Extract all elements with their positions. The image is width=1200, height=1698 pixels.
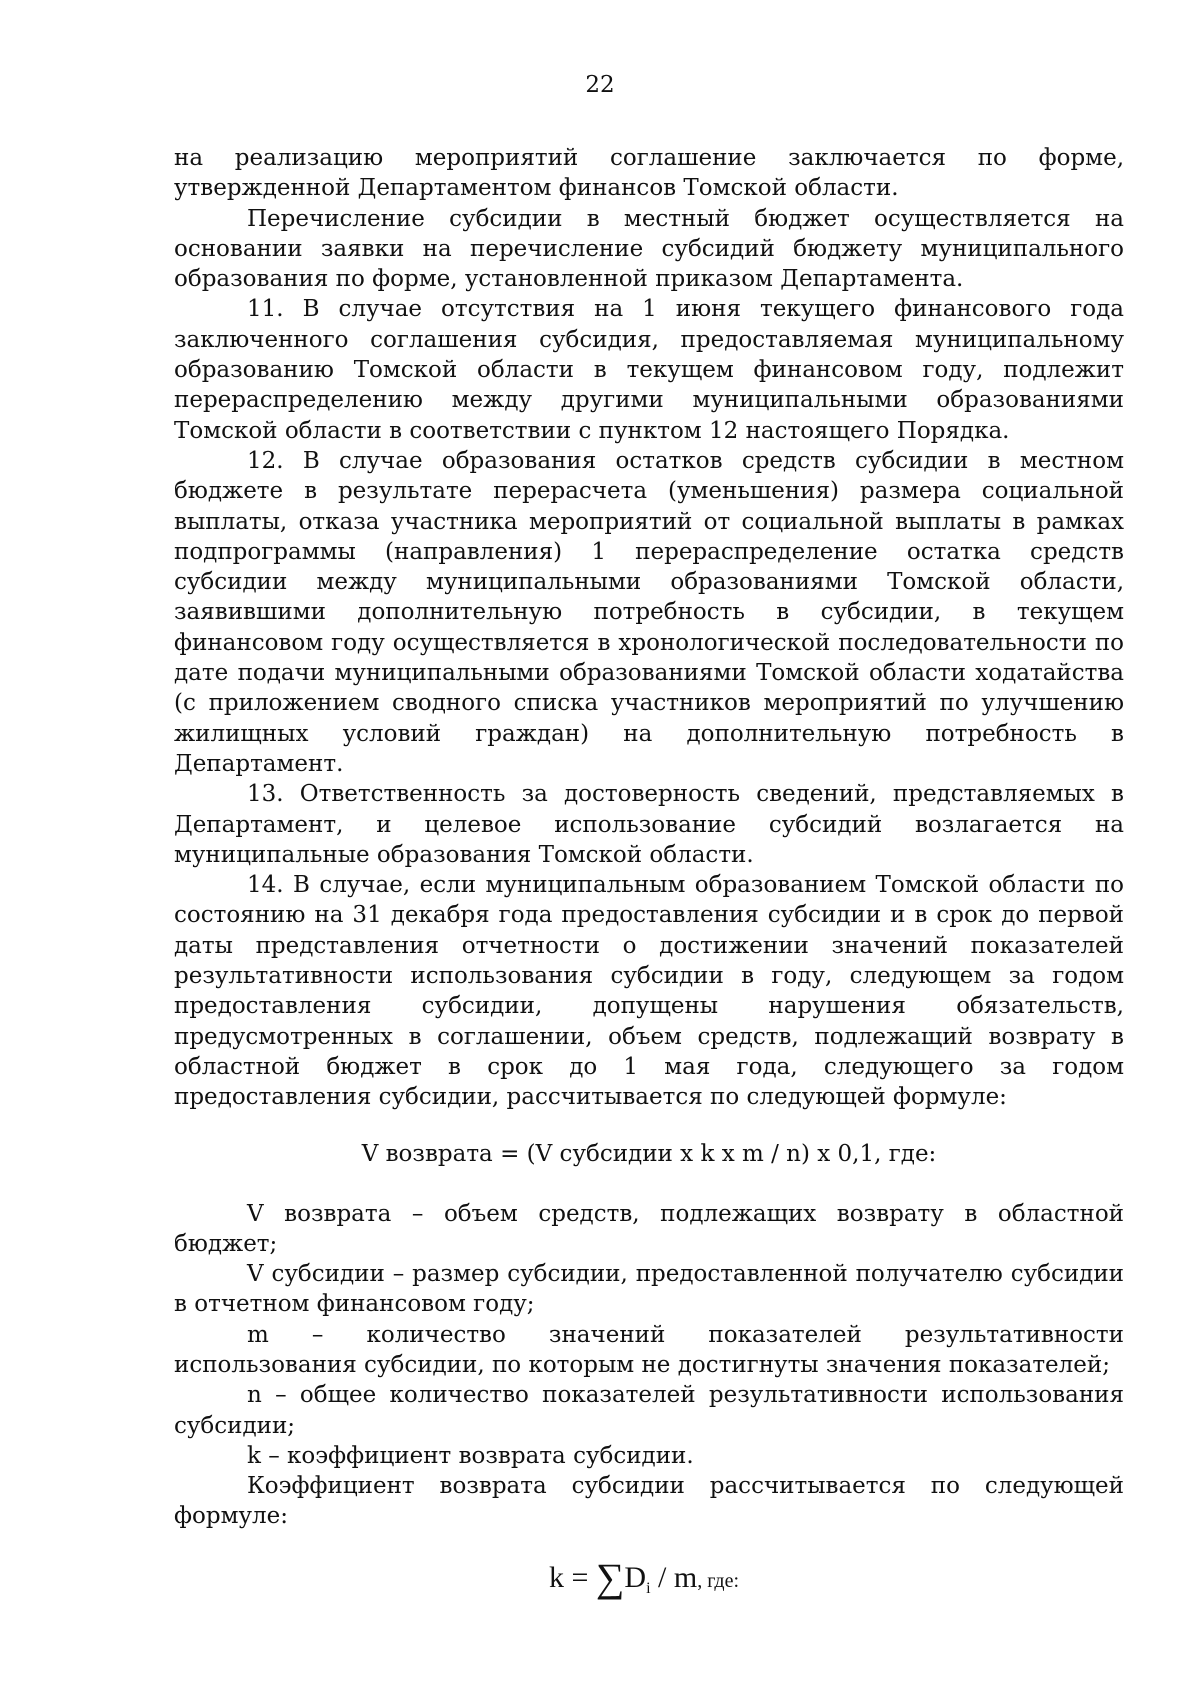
formula-where: , где:	[697, 1569, 740, 1592]
return-volume-formula: V возврата = (V субсидии x k x m / n) x 0,1, где:	[361, 1140, 937, 1167]
paragraph-transfer: Перечисление субсидии в местный бюджет осуществляется на основании заявки на перечисление субсидий бюджету муниципального образования по форме, установленной приказом Департамента.	[174, 205, 1124, 293]
definition-v-return: V возврата – объем средств, подлежащих возврату в областной бюджет;	[174, 1200, 1124, 1257]
formula-d: D	[624, 1560, 647, 1594]
document-body	[174, 143, 1124, 1609]
sigma-symbol: ∑	[595, 1554, 625, 1600]
paragraph-continuation: на реализацию мероприятий соглашение заключается по форме, утвержденной Департаментом финансов Томской области.	[174, 145, 1124, 202]
coefficient-formula	[164, 1554, 1124, 1609]
coefficient-intro: Коэффициент возврата субсидии рассчитывается по следующей формуле:	[174, 1473, 1124, 1530]
paragraph-item-11: 11. В случае отсутствия на 1 июня текущего финансового года заключенного соглашения субсидия, предоставляемая муниципальному образованию Томской области в текущем финансовом году, подлежит перераспределению между другими муниципальными образованиями Томской области в соответствии с пунктом 12 настоящего Порядка.	[174, 296, 1124, 444]
paragraph-item-14: 14. В случае, если муниципальным образованием Томской области по состоянию на 31 декабря года предоставления субсидии и в срок до первой даты представления отчетности о достижении значений показателей результативности использования субсидии в году, следующем за годом предоставления субсидии, допущены нарушения обязательств, предусмотренных в соглашении, объем средств, подлежащий возврату в областной бюджет в срок до 1 мая года, следующего за годом предоставления субсидии, рассчитывается по следующей формуле:	[174, 872, 1124, 1111]
definition-k: k – коэффициент возврата субсидии.	[247, 1442, 694, 1469]
definition-n: n – общее количество показателей результативности использования субсидии;	[174, 1382, 1124, 1439]
page-number: 22	[585, 72, 615, 98]
paragraph-item-13: 13. Ответственность за достоверность сведений, представляемых в Департамент, и целевое использование субсидий возлагается на муниципальные образования Томской области.	[174, 781, 1124, 868]
formula-lhs: k =	[548, 1560, 596, 1594]
formula-rest: / m	[650, 1560, 698, 1594]
definition-m: m – количество значений показателей результативности использования субсидии, по которым не достигнуты значения показателей;	[174, 1321, 1124, 1378]
definition-v-subsidy: V субсидии – размер субсидии, предоставленной получателю субсидии в отчетном финансовом году;	[174, 1261, 1124, 1318]
formula-subscript: i	[646, 1579, 651, 1597]
paragraph-item-12: 12. В случае образования остатков средств субсидии в местном бюджете в результате перерасчета (уменьшения) размера социальной выплаты, отказа участника мероприятий от социальной выплаты в рамках подпрограммы (направления) 1 перераспределение остатка средств субсидии между муниципальными образованиями Томской области, заявившими дополнительную потребность в субсидии, в текущем финансовом году осуществляется в хронологической последовательности по дате подачи муниципальными образованиями Томской области ходатайства (с приложением сводного списка участников мероприятий по улучшению жилищных условий граждан) на дополнительную потребность в Департамент.	[174, 447, 1124, 777]
